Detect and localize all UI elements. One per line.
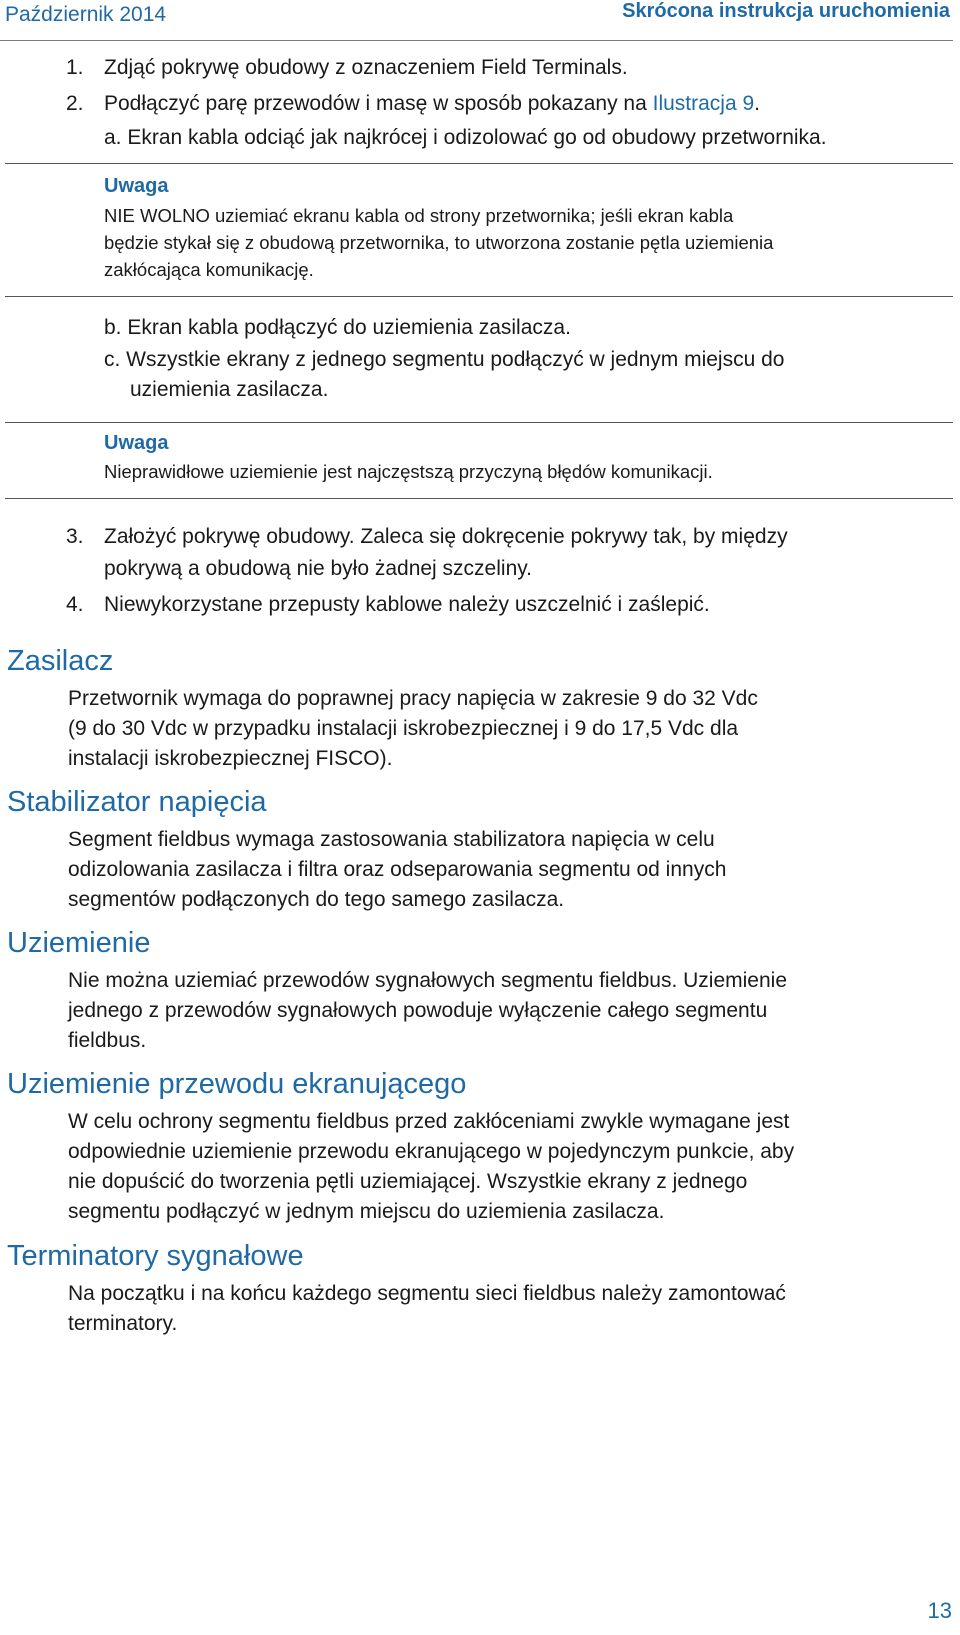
zasilacz-line-1: Przetwornik wymaga do poprawnej pracy napięcia w zakresie 9 do 32 Vdc [68, 687, 758, 710]
section-title-shield-grounding: Uziemienie przewodu ekranującego [7, 1068, 467, 1100]
step-3-line-1: Założyć pokrywę obudowy. Zaleca się dokręcenie pokrywy tak, by między [104, 525, 788, 548]
stabilizator-line-2: odizolowania zasilacza i filtra oraz odseparowania segmentu od innych [68, 858, 727, 881]
step-2-number: 2. [66, 92, 84, 115]
note-1-title: Uwaga [104, 175, 169, 197]
page-number: 13 [927, 1598, 952, 1623]
step-4-number: 4. [66, 593, 84, 616]
header-title: Skrócona instrukcja uruchomienia [622, 0, 950, 22]
uziemienie-line-1: Nie można uziemiać przewodów sygnałowych segmentu fieldbus. Uziemienie [68, 969, 788, 992]
step-2-text [104, 89, 760, 119]
note-1-top-rule [5, 163, 953, 164]
step-3-number: 3. [66, 525, 84, 548]
terminatory-line-1: Na początku i na końcu każdego segmentu sieci fieldbus należy zamontować [68, 1282, 786, 1305]
step-2c-line-2: uziemienia zasilacza. [130, 378, 329, 401]
shield-grounding-line-3: nie dopuścić do tworzenia pętli uziemiającej. Wszystkie ekrany z jednego [68, 1170, 748, 1193]
shield-grounding-line-2: odpowiednie uziemienie przewodu ekranującego w pojedynczym punkcie, aby [68, 1140, 795, 1163]
step-2a-text: a. Ekran kabla odciąć jak najkrócej i odizolować go od obudowy przetwornika. [104, 126, 827, 149]
section-title-terminatory: Terminatory sygnałowe [7, 1240, 304, 1272]
zasilacz-line-2: (9 do 30 Vdc w przypadku instalacji iskrobezpiecznej i 9 do 17,5 Vdc dla [68, 717, 739, 740]
step-1-text: Zdjąć pokrywę obudowy z oznaczeniem Field Terminals. [104, 56, 628, 79]
note-2-top-rule [5, 422, 953, 423]
shield-grounding-line-1: W celu ochrony segmentu fieldbus przed zakłóceniami zwykle wymagane jest [68, 1110, 790, 1133]
note-2-line-1: Nieprawidłowe uziemienie jest najczęstszą przyczyną błędów komunikacji. [104, 461, 713, 482]
page-header [0, 0, 960, 44]
section-title-zasilacz: Zasilacz [7, 645, 114, 677]
step-2-text-start: Podłączyć parę przewodów i masę w sposób pokazany na [104, 92, 653, 115]
step-3-line-2: pokrywą a obudową nie było żadnej szczeliny. [104, 557, 533, 580]
step-2-text-end: . [754, 92, 761, 115]
step-2b-text: b. Ekran kabla podłączyć do uziemienia zasilacza. [104, 316, 571, 339]
uziemienie-line-3: fieldbus. [68, 1029, 147, 1052]
note-1-line-2: będzie stykał się z obudową przetwornika, to utworzona zostanie pętla uziemienia [104, 232, 774, 253]
stabilizator-line-3: segmentów podłączonych do tego samego zasilacza. [68, 888, 565, 911]
figure-link[interactable]: Ilustracja 9 [652, 92, 755, 115]
section-title-stabilizator: Stabilizator napięcia [7, 786, 267, 818]
zasilacz-line-3: instalacji iskrobezpiecznej FISCO). [68, 747, 393, 770]
terminatory-line-2: terminatory. [68, 1312, 178, 1335]
uziemienie-line-2: jednego z przewodów sygnałowych powoduje wyłączenie całego segmentu [68, 999, 768, 1022]
step-1-number: 1. [66, 56, 84, 79]
note-1-line-1: NIE WOLNO uziemiać ekranu kabla od strony przetwornika; jeśli ekran kabla [104, 205, 734, 226]
stabilizator-line-1: Segment fieldbus wymaga zastosowania stabilizatora napięcia w celu [68, 828, 715, 851]
step-2c-line-1: c. Wszystkie ekrany z jednego segmentu podłączyć w jednym miejscu do [104, 348, 785, 371]
header-divider [0, 40, 953, 41]
note-2-bottom-rule [5, 498, 953, 499]
note-2-title: Uwaga [104, 432, 169, 454]
step-4-text: Niewykorzystane przepusty kablowe należy uszczelnić i zaślepić. [104, 593, 710, 616]
section-title-uziemienie: Uziemienie [7, 927, 151, 959]
note-1-bottom-rule [5, 296, 953, 297]
header-date: Październik 2014 [5, 3, 167, 26]
shield-grounding-line-4: segmentu podłączyć w jednym miejscu do uziemienia zasilacza. [68, 1200, 665, 1223]
note-1-line-3: zakłócająca komunikację. [104, 259, 314, 280]
